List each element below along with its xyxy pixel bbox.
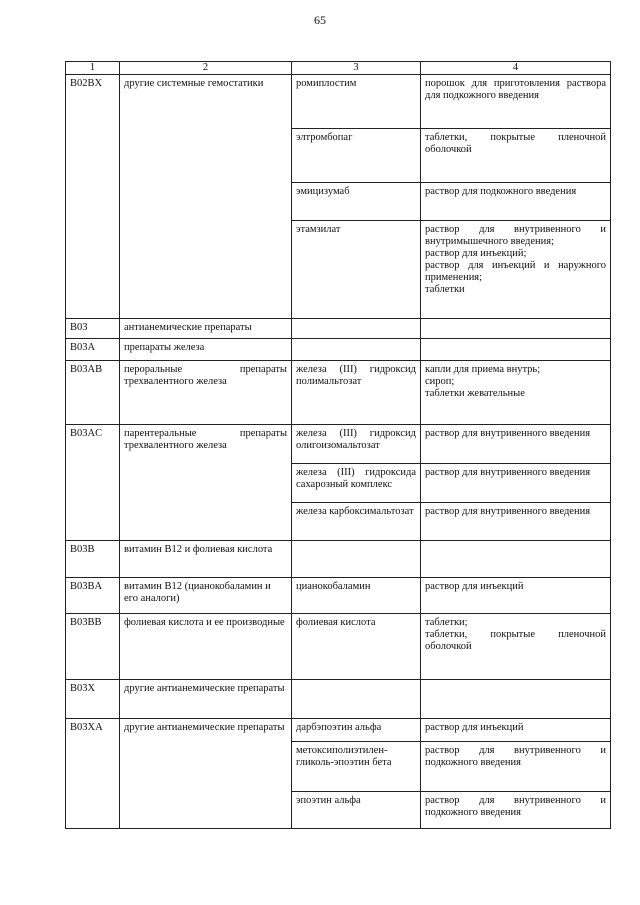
table-row: [66, 719, 611, 742]
dosage-form-cell: [421, 425, 611, 464]
group-name-cell: другие системные гемостатики: [120, 75, 292, 319]
group-name-cell: антианемические препараты: [120, 319, 292, 339]
drug-name-cell: элтромбопаг: [292, 129, 421, 183]
dosage-form-cell: [421, 183, 611, 221]
dosage-form-line: порошок для приготовления раствора для подкожного введения: [425, 78, 606, 101]
dosage-form-cell: [421, 578, 611, 614]
group-name-cell: витамин B12 (цианокобаламин и его аналоги): [120, 578, 292, 614]
drug-name-cell: эмицизумаб: [292, 183, 421, 221]
dosage-form-cell: [421, 221, 611, 319]
group-name-cell: другие антианемические препараты: [120, 719, 292, 829]
dosage-form-cell: [421, 719, 611, 742]
drug-name-cell: [292, 541, 421, 578]
table-row: [66, 319, 611, 339]
group-name-cell: фолиевая кислота и ее производные: [120, 614, 292, 680]
drug-name-cell: [292, 319, 421, 339]
atc-code-cell: B03B: [66, 541, 120, 578]
group-name-cell: парентеральные препараты трехвалентного железа: [120, 425, 292, 541]
column-header: 3: [292, 62, 421, 75]
drug-name-cell: железа (III) гидроксид полимальтозат: [292, 361, 421, 425]
dosage-form-line: таблетки: [425, 284, 465, 295]
table-row: [66, 425, 611, 464]
table-row: [66, 75, 611, 129]
drug-name-cell: ромиплостим: [292, 75, 421, 129]
dosage-form-line: раствор для внутривенного введения: [425, 506, 591, 517]
dosage-form-line: сироп;: [425, 376, 455, 387]
drug-name-cell: метоксиполиэтилен-гликоль-эпоэтин бета: [292, 742, 421, 792]
drug-name-cell: этамзилат: [292, 221, 421, 319]
page-number: 65: [314, 13, 326, 27]
table-header-row: [66, 62, 611, 75]
table-row: [66, 614, 611, 680]
dosage-form-line: раствор для инъекций и наружного применения;: [425, 260, 606, 283]
atc-code-cell: B03X: [66, 680, 120, 719]
drug-table: [65, 61, 611, 829]
table-row: [66, 578, 611, 614]
column-header: 1: [66, 62, 120, 75]
table-row: [66, 541, 611, 578]
atc-code-cell: B03: [66, 319, 120, 339]
column-header: 2: [120, 62, 292, 75]
dosage-form-line: таблетки жевательные: [425, 388, 525, 399]
dosage-form-line: раствор для инъекций;: [425, 248, 527, 259]
dosage-form-line: таблетки, покрытые пленочной оболочкой: [425, 629, 606, 652]
drug-name-cell: цианокобаламин: [292, 578, 421, 614]
table-row: [66, 361, 611, 425]
dosage-form-cell: [421, 792, 611, 829]
group-name-cell: витамин B12 и фолиевая кислота: [120, 541, 292, 578]
group-name-cell: пероральные препараты трехвалентного железа: [120, 361, 292, 425]
dosage-form-cell: [421, 614, 611, 680]
drug-name-cell: [292, 339, 421, 361]
drug-name-cell: дарбэпоэтин альфа: [292, 719, 421, 742]
dosage-form-cell: [421, 464, 611, 503]
dosage-form-line: раствор для инъекций: [425, 722, 524, 733]
drug-name-cell: эпоэтин альфа: [292, 792, 421, 829]
dosage-form-cell: [421, 319, 611, 339]
dosage-form-cell: [421, 339, 611, 361]
drug-name-cell: железа карбоксимальтозат: [292, 503, 421, 541]
dosage-form-cell: [421, 503, 611, 541]
atc-code-cell: B03AC: [66, 425, 120, 541]
dosage-form-cell: [421, 75, 611, 129]
dosage-form-cell: [421, 541, 611, 578]
column-header: 4: [421, 62, 611, 75]
dosage-form-line: таблетки, покрытые пленочной оболочкой: [425, 132, 606, 155]
dosage-form-line: раствор для внутривенного введения: [425, 428, 591, 439]
atc-code-cell: B03BB: [66, 614, 120, 680]
atc-code-cell: B03A: [66, 339, 120, 361]
dosage-form-line: раствор для инъекций: [425, 581, 524, 592]
drug-name-cell: [292, 680, 421, 719]
table-row: [66, 339, 611, 361]
atc-code-cell: B02BX: [66, 75, 120, 319]
dosage-form-line: раствор для внутривенного и подкожного введения: [425, 795, 606, 818]
dosage-form-line: раствор для внутривенного и внутримышечного введения;: [425, 224, 606, 247]
atc-code-cell: B03BA: [66, 578, 120, 614]
group-name-cell: препараты железа: [120, 339, 292, 361]
drug-name-cell: железа (III) гидроксид олигоизомальтозат: [292, 425, 421, 464]
dosage-form-cell: [421, 680, 611, 719]
dosage-form-cell: [421, 742, 611, 792]
dosage-form-line: раствор для подкожного введения: [425, 186, 577, 197]
drug-name-cell: железа (III) гидроксида сахарозный комплекс: [292, 464, 421, 503]
group-name-cell: другие антианемические препараты: [120, 680, 292, 719]
dosage-form-line: раствор для внутривенного введения: [425, 467, 591, 478]
atc-code-cell: B03AB: [66, 361, 120, 425]
dosage-form-cell: [421, 361, 611, 425]
table-row: [66, 680, 611, 719]
dosage-form-line: таблетки;: [425, 617, 468, 628]
dosage-form-cell: [421, 129, 611, 183]
drug-name-cell: фолиевая кислота: [292, 614, 421, 680]
dosage-form-line: капли для приема внутрь;: [425, 364, 541, 375]
dosage-form-line: раствор для внутривенного и подкожного введения: [425, 745, 606, 768]
atc-code-cell: B03XA: [66, 719, 120, 829]
